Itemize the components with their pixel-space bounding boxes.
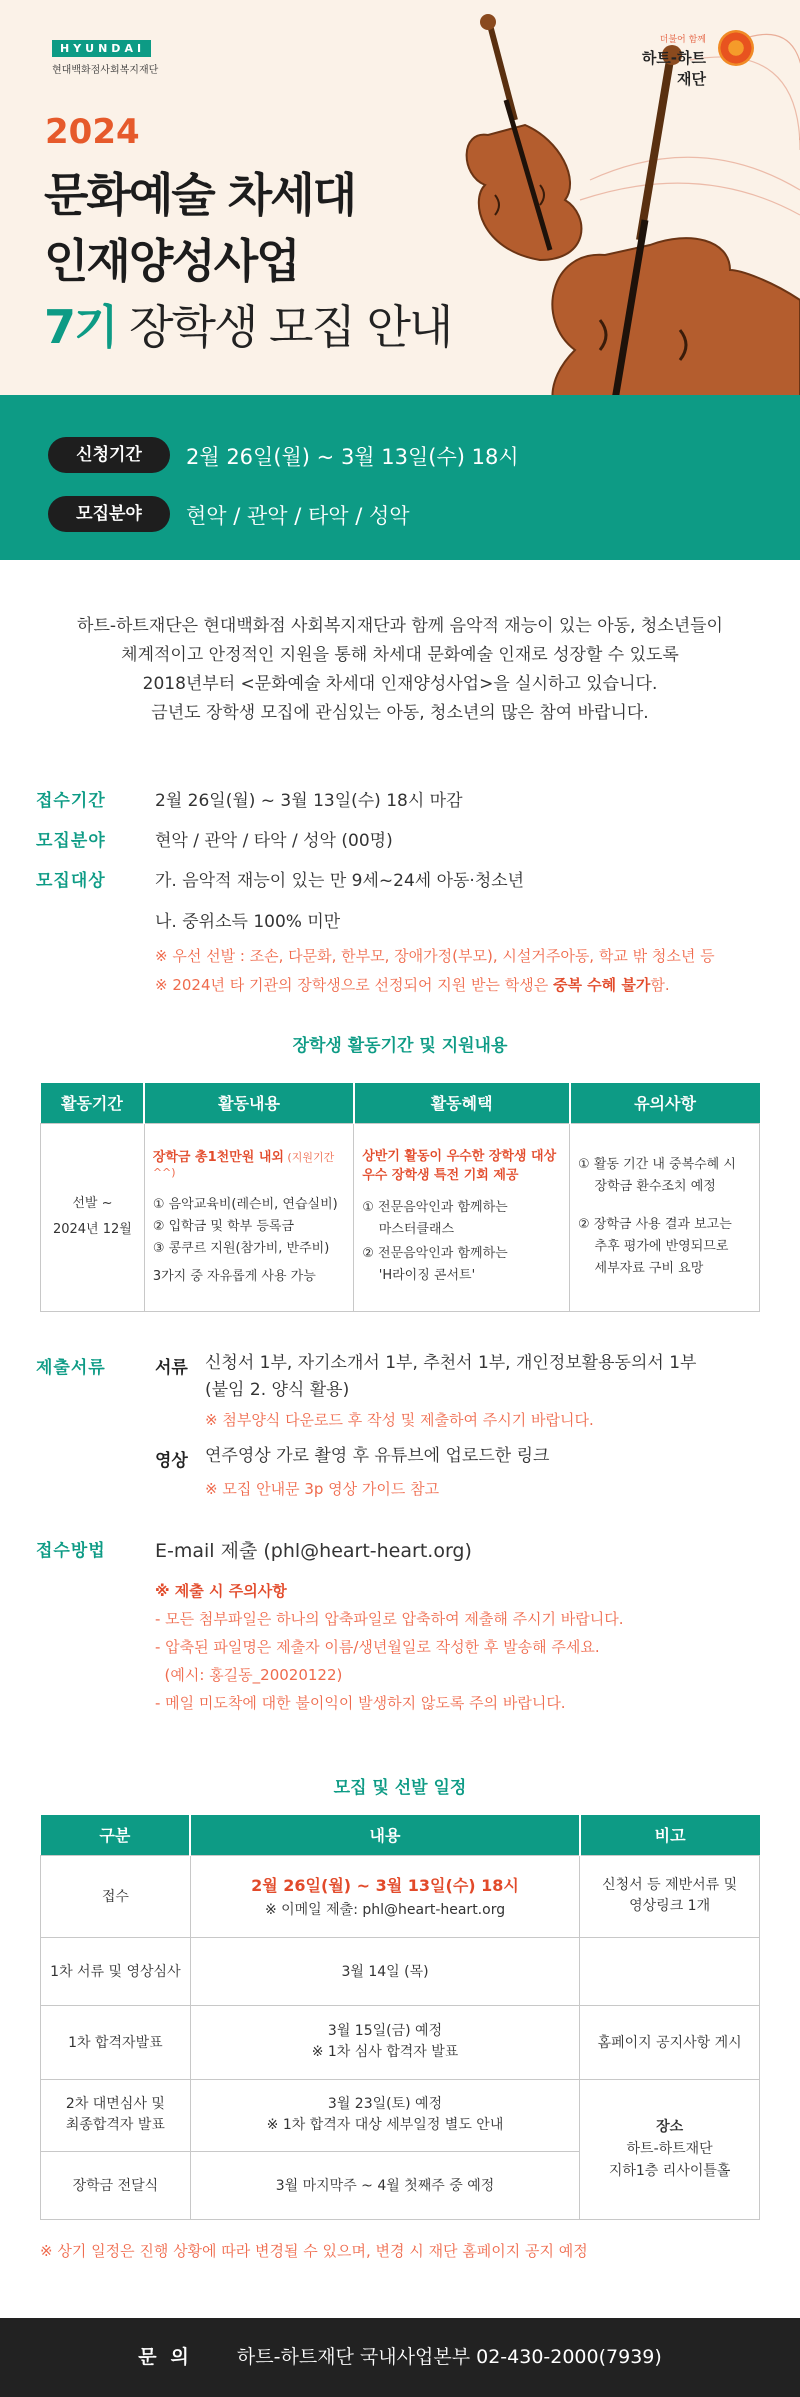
- intro-paragraph: [40, 612, 760, 728]
- scholarship-amount-suffix: (지원기간 ^^): [152, 1151, 335, 1179]
- schedule-note: [580, 1937, 760, 2005]
- content-item: ③ 콩쿠르 지원(참가비, 반주비): [152, 1241, 330, 1256]
- schedule-content-note: ※ 이메일 제출: phl@heart-heart.org: [264, 1902, 506, 1918]
- method-label: 접수방법: [36, 1541, 106, 1561]
- doc2-note: ※ 모집 안내문 3p 영상 가이드 참고: [205, 1480, 440, 1498]
- schedule-category: 1차 합격자발표: [41, 2005, 191, 2079]
- period-label: 접수기간: [36, 791, 106, 811]
- activity-header-benefit: 활동혜택: [354, 1083, 570, 1123]
- schedule-note: 신청서 등 제반서류 및 영상링크 1개: [580, 1855, 760, 1937]
- schedule-category: 장학금 전달식: [41, 2151, 191, 2219]
- partner-name: 하트-하트재단: [641, 49, 706, 88]
- schedule-header-category: 구분: [41, 1815, 191, 1855]
- method-notes: [155, 1577, 624, 1717]
- duplicate-note: [155, 974, 670, 995]
- schedule-header-content: 내용: [190, 1815, 579, 1855]
- generation-number: 7기: [44, 300, 117, 354]
- field-label: 모집분야: [36, 831, 106, 851]
- benefit-title: 상반기 활동이 우수한 장학생 대상 우수 장학생 특전 기회 제공: [362, 1149, 557, 1183]
- schedule-section-title: 모집 및 선발 일정: [333, 1778, 467, 1798]
- activity-period-cell: 선발 ~ 2024년 12월: [41, 1123, 145, 1311]
- heart-heart-logo: [640, 32, 750, 89]
- intro-line: 금년도 장학생 모집에 관심있는 아동, 청소년의 많은 참여 바랍니다.: [151, 703, 649, 723]
- summary-bar: [0, 395, 800, 560]
- caution-item: ② 장학금 사용 결과 보고는 추후 평가에 반영되므로 세부자료 구비 요망: [578, 1217, 732, 1276]
- duplicate-note-end: 함.: [650, 976, 670, 994]
- schedule-category: 접수: [41, 1855, 191, 1937]
- contact-value: 하트-하트재단 국내사업본부 02-430-2000(7939): [236, 2346, 662, 2368]
- content-item: ① 음악교육비(레슨비, 연습실비): [152, 1197, 338, 1212]
- hero-title-line2: 인재양성사업: [44, 234, 299, 288]
- venue-value: 하트-하트재단 지하1층 리사이틀홀: [608, 2141, 731, 2179]
- scholarship-amount: 장학금 총1천만원 내외: [152, 1150, 284, 1165]
- target-value-a: 가. 음악적 재능이 있는 만 9세~24세 아동·청소년: [155, 871, 525, 891]
- doc1-note: ※ 첨부양식 다운로드 후 작성 및 제출하여 주시기 바랍니다.: [205, 1411, 594, 1429]
- docs-label: 제출서류: [36, 1358, 106, 1378]
- doc1-label: 서류: [155, 1358, 188, 1378]
- schedule-note: 홈페이지 공지사항 게시: [580, 2005, 760, 2079]
- method-note-title: ※ 제출 시 주의사항: [155, 1582, 287, 1600]
- activity-section-title: 장학생 활동기간 및 지원내용: [292, 1036, 508, 1056]
- hyundai-logo: [52, 37, 158, 76]
- activity-benefit-cell: [354, 1123, 570, 1311]
- duplicate-note-text: ※ 2024년 타 기관의 장학생으로 선정되어 지원 받는 학생은: [155, 976, 553, 994]
- schedule-category: 2차 대면심사 및 최종합격자 발표: [41, 2079, 191, 2151]
- benefit-item: ② 전문음악인과 함께하는 'H라이징 콘서트': [362, 1246, 508, 1283]
- benefit-item: ① 전문음악인과 함께하는 마스터클래스: [362, 1200, 508, 1237]
- schedule-footnote: ※ 상기 일정은 진행 상황에 따라 변경될 수 있으며, 변경 시 재단 홈페이지 공지 예정: [40, 2242, 588, 2260]
- method-note-item: (예시: 홍길동_20020122): [155, 1666, 343, 1684]
- schedule-content: [190, 1855, 579, 1937]
- method-note-item: - 모든 첨부파일은 하나의 압축파일로 압축하여 제출해 주시기 바랍니다.: [155, 1610, 624, 1628]
- period-value: 2월 26일(월) ~ 3월 13일(수) 18시 마감: [155, 791, 463, 811]
- schedule-header-note: 비고: [580, 1815, 760, 1855]
- field-badge: 모집분야: [48, 496, 170, 532]
- activity-header-period: 활동기간: [41, 1083, 145, 1123]
- apply-period-badge: 신청기간: [48, 437, 170, 473]
- apply-period-value: 2월 26일(월) ~ 3월 13일(수) 18시: [186, 445, 519, 469]
- method-value: E-mail 제출 (phl@heart-heart.org): [155, 1540, 472, 1562]
- schedule-content: 3월 23일(토) 예정 ※ 1차 합격자 대상 세부일정 별도 안내: [190, 2079, 579, 2151]
- partner-slogan: 더불어 함께: [659, 35, 706, 45]
- activity-table: [40, 1083, 760, 1312]
- priority-note: ※ 우선 선발 : 조손, 다문화, 한부모, 장애가정(부모), 시설거주아동, 학교 밖 청소년 등: [155, 947, 715, 965]
- activity-header-content: 활동내용: [144, 1083, 353, 1123]
- hero-year: 2024: [45, 112, 140, 152]
- schedule-table: [40, 1815, 760, 2220]
- contact-label: 문의: [138, 2346, 203, 2368]
- venue-title: 장소: [656, 2119, 684, 2135]
- contact-footer: [0, 2318, 800, 2397]
- caution-item: ① 활동 기간 내 중복수혜 시 장학금 환수조치 예정: [578, 1157, 736, 1194]
- schedule-venue: [580, 2079, 760, 2219]
- schedule-content: 3월 14일 (목): [190, 1937, 579, 2005]
- schedule-row: [41, 1855, 760, 1937]
- doc1-value: 신청서 1부, 자기소개서 1부, 추천서 1부, 개인정보활용동의서 1부: [205, 1353, 697, 1373]
- schedule-row: [41, 2005, 760, 2079]
- field-detail-value: 현악 / 관악 / 타악 / 성악 (00명): [155, 831, 393, 851]
- double-bass-icon: [552, 45, 800, 400]
- target-label: 모집대상: [36, 871, 106, 891]
- hero-title-line3: [44, 300, 452, 354]
- schedule-category: 1차 서류 및 영상심사: [41, 1937, 191, 2005]
- intro-line: 하트-하트재단은 현대백화점 사회복지재단과 함께 음악적 재능이 있는 아동, 청소년들이: [77, 616, 723, 636]
- schedule-content-highlight: 2월 26일(월) ~ 3월 13일(수) 18시: [251, 1876, 519, 1895]
- doc2-value: 연주영상 가로 촬영 후 유튜브에 업로드한 링크: [205, 1446, 550, 1466]
- duplicate-note-emphasis: 중복 수혜 불가: [552, 976, 651, 994]
- schedule-content: 3월 15일(금) 예정 ※ 1차 심사 합격자 발표: [190, 2005, 579, 2079]
- activity-content-cell: [144, 1123, 353, 1311]
- content-footer: 3가지 중 자유롭게 사용 가능: [152, 1269, 316, 1284]
- violin-icon: [467, 14, 582, 260]
- hero-title-line1: 문화예술 차세대: [44, 168, 356, 222]
- content-item: ② 입학금 및 학부 등록금: [152, 1219, 295, 1234]
- method-note-item: - 압축된 파일명은 제출자 이름/생년월일로 작성한 후 발송해 주세요.: [155, 1638, 600, 1656]
- target-value-b: 나. 중위소득 100% 미만: [155, 912, 341, 932]
- hero-title-line3-text: 장학생 모집 안내: [116, 300, 452, 354]
- schedule-row: [41, 2079, 760, 2151]
- schedule-row: [41, 1937, 760, 2005]
- intro-line: 체계적이고 안정적인 지원을 통해 차세대 문화예술 인재로 성장할 수 있도록: [121, 645, 679, 665]
- intro-line: 2018년부터 <문화예술 차세대 인재양성사업>을 실시하고 있습니다.: [142, 674, 658, 694]
- field-value: 현악 / 관악 / 타악 / 성악: [186, 504, 410, 528]
- doc2-label: 영상: [155, 1451, 188, 1471]
- hyundai-foundation-name: 현대백화점사회복지재단: [52, 65, 159, 76]
- doc1-value-note: (붙임 2. 양식 활용): [205, 1380, 350, 1400]
- method-note-item: - 메일 미도착에 대한 불이익이 발생하지 않도록 주의 바랍니다.: [155, 1694, 566, 1712]
- hyundai-wordmark: HYUNDAI: [60, 42, 146, 55]
- activity-header-caution: 유의사항: [570, 1083, 760, 1123]
- schedule-content: 3월 마지막주 ~ 4월 첫째주 중 예정: [190, 2151, 579, 2219]
- activity-caution-cell: [570, 1123, 760, 1311]
